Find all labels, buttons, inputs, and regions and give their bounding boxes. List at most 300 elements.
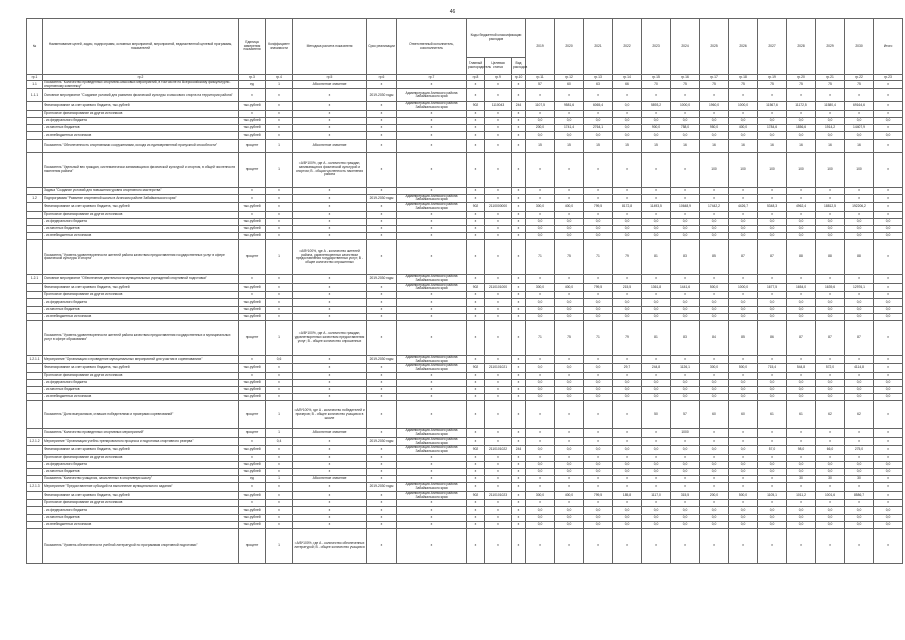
row-term: х (367, 233, 397, 240)
row-expense-type: х (512, 500, 526, 507)
row-value-cell: 0,0 (758, 218, 787, 225)
row-responsible: х (397, 387, 467, 394)
row-value-cell: 0,0 (787, 132, 816, 139)
column-number: гр.15 (642, 75, 671, 81)
row-value-cell: х (642, 476, 671, 483)
column-number: гр.4 (266, 75, 293, 81)
row-responsible: х (397, 218, 467, 225)
row-target-article: х (485, 118, 512, 125)
row-name: Показатель "Количество учащихся, зачисленных в спортивную школу" (43, 476, 239, 483)
row-value-cell: х (816, 500, 845, 507)
row-kbk: х (467, 387, 485, 394)
row-value-cell: х (874, 283, 903, 291)
row-number (27, 125, 43, 132)
row-coefficient: х (266, 211, 293, 218)
row-number: 1.2.1.3 (27, 483, 43, 491)
row-value-cell: х (584, 429, 613, 437)
row-value-cell: х (845, 500, 874, 507)
row-kbk: х (467, 528, 485, 563)
row-value-cell: 0,0 (845, 313, 874, 320)
row-value-cell: 400,0 (729, 125, 758, 132)
row-value-cell: 12976,1 (845, 283, 874, 291)
table-row (27, 187, 903, 194)
row-unit: тыс.рублей (239, 446, 266, 454)
row-value-cell: 0,0 (584, 461, 613, 468)
row-value-cell: 0,0 (729, 507, 758, 514)
row-responsible: х (397, 521, 467, 528)
row-value-cell: х (700, 275, 729, 283)
row-value-cell: 71 (526, 320, 555, 355)
row-value-cell: х (526, 292, 555, 299)
row-value-cell: 0,0 (729, 118, 758, 125)
row-value-cell: 500,0 (729, 364, 758, 372)
row-expense-type: х (512, 187, 526, 194)
row-value-cell: х (526, 355, 555, 363)
row-value-cell: 11567,6 (758, 102, 787, 110)
column-number: гр.16 (671, 75, 700, 81)
row-value-cell: 0,0 (700, 299, 729, 306)
row-value-cell: 0,0 (584, 387, 613, 394)
row-value-cell: 0,0 (816, 507, 845, 514)
header-term: Срок реализации (367, 19, 397, 75)
row-value-cell: 0,0 (787, 225, 816, 232)
row-term: х (367, 469, 397, 476)
row-value-cell: х (555, 483, 584, 491)
row-expense-type: х (512, 211, 526, 218)
row-value-cell: х (700, 110, 729, 117)
row-term: 2019-2030 годы (367, 89, 397, 102)
row-value-cell: х (613, 187, 642, 194)
row-target-article: х (485, 483, 512, 491)
row-value-cell: х (700, 187, 729, 194)
row-term: х (367, 313, 397, 320)
row-value-cell: х (845, 454, 874, 461)
row-name: - из федерального бюджета (43, 507, 239, 514)
row-value-cell: 0,0 (700, 233, 729, 240)
row-method: =А/В*100%, где А - количество граждан, занимающихся физической культурой и спортом; В - общая численность населения района (293, 152, 367, 187)
row-method: х (293, 218, 367, 225)
row-method: х (293, 437, 367, 445)
row-term: х (367, 364, 397, 372)
row-expense-type: х (512, 139, 526, 152)
row-value-cell: 0,0 (845, 306, 874, 313)
row-value-cell: 79 (613, 320, 642, 355)
row-value-cell: 0,0 (555, 299, 584, 306)
row-value-cell: 0,0 (845, 514, 874, 521)
row-value-cell: 0,0 (642, 233, 671, 240)
table-row (27, 507, 903, 514)
row-value-cell: 100 (729, 152, 758, 187)
row-term: х (367, 521, 397, 528)
row-value-cell: 0,0 (613, 514, 642, 521)
row-coefficient: х (266, 110, 293, 117)
row-unit: тыс.рублей (239, 102, 266, 110)
row-value-cell: х (787, 429, 816, 437)
row-value-cell: х (555, 437, 584, 445)
row-value-cell: х (845, 437, 874, 445)
row-value-cell: 98,0 (787, 446, 816, 454)
row-value-cell: х (700, 476, 729, 483)
row-value-cell: х (816, 194, 845, 202)
row-value-cell: х (642, 372, 671, 379)
row-unit: х (239, 454, 266, 461)
row-value-cell: 0,0 (816, 387, 845, 394)
row-value-cell: 0,0 (845, 521, 874, 528)
row-value-cell: 0,0 (584, 514, 613, 521)
row-responsible: х (397, 401, 467, 429)
row-value-cell: х (845, 110, 874, 117)
row-kbk: х (467, 461, 485, 468)
row-method: х (293, 118, 367, 125)
row-unit: процент (239, 139, 266, 152)
row-expense-type: х (512, 240, 526, 275)
row-name: Основное мероприятие "Обеспечение деятельности муниципальных учреждений спортивной подготовки" (43, 275, 239, 283)
row-value-cell: 1441,6 (671, 283, 700, 291)
row-unit: тыс.рублей (239, 364, 266, 372)
row-name: - из внебюджетных источников (43, 132, 239, 139)
row-target-article: х (485, 299, 512, 306)
row-unit: тыс.рублей (239, 225, 266, 232)
row-target-article: х (485, 401, 512, 429)
row-value-cell: 0,0 (845, 218, 874, 225)
row-value-cell: х (874, 355, 903, 363)
row-value-cell: 0,0 (758, 521, 787, 528)
row-value-cell: 1107,5 (526, 102, 555, 110)
row-value-cell: 0,0 (874, 225, 903, 232)
row-value-cell: х (874, 194, 903, 202)
row-target-article: х (485, 187, 512, 194)
row-term: х (367, 446, 397, 454)
row-unit: х (239, 292, 266, 299)
row-value-cell: 0,0 (671, 507, 700, 514)
header-budget-codes: Коды бюджетной классификации расходов (467, 19, 526, 58)
row-value-cell: 0,0 (816, 514, 845, 521)
row-value-cell: 192206,2 (845, 203, 874, 211)
row-value-cell: х (729, 89, 758, 102)
row-value-cell: 85 (729, 320, 758, 355)
row-value-cell: 0,0 (584, 132, 613, 139)
row-value-cell: 0,0 (613, 233, 642, 240)
row-value-cell: 0,0 (526, 469, 555, 476)
row-method: х (293, 507, 367, 514)
table-row (27, 152, 903, 187)
column-number: гр.18 (729, 75, 758, 81)
row-value-cell: 0,0 (671, 446, 700, 454)
row-value-cell: х (700, 500, 729, 507)
row-value-cell: 0,0 (816, 469, 845, 476)
row-value-cell: х (787, 110, 816, 117)
row-unit: тыс.рублей (239, 521, 266, 528)
program-table (26, 18, 903, 564)
row-method: х (293, 500, 367, 507)
row-value-cell: 0,0 (555, 521, 584, 528)
row-expense-type: х (512, 110, 526, 117)
row-unit: тыс.рублей (239, 233, 266, 240)
row-target-article: 2110101023 (485, 491, 512, 499)
row-target-article: х (485, 292, 512, 299)
row-value-cell: х (526, 211, 555, 218)
row-expense-type: х (512, 476, 526, 483)
row-unit: тыс.рублей (239, 299, 266, 306)
row-value-cell: х (874, 139, 903, 152)
row-target-article: х (485, 110, 512, 117)
row-coefficient: х (266, 194, 293, 202)
row-method: х (293, 313, 367, 320)
row-number (27, 521, 43, 528)
column-number: гр.21 (816, 75, 845, 81)
row-value-cell: х (671, 476, 700, 483)
table-row (27, 446, 903, 454)
row-value-cell: 16 (700, 139, 729, 152)
row-name: - из федерального бюджета (43, 118, 239, 125)
row-value-cell: х (729, 275, 758, 283)
row-value-cell: х (874, 125, 903, 132)
row-number (27, 299, 43, 306)
row-responsible: х (397, 469, 467, 476)
row-term: х (367, 514, 397, 521)
row-kbk: х (467, 225, 485, 232)
row-value-cell: х (845, 528, 874, 563)
row-value-cell: х (584, 437, 613, 445)
row-kbk: х (467, 233, 485, 240)
row-value-cell: 0,0 (845, 225, 874, 232)
table-row (27, 454, 903, 461)
row-value-cell: х (526, 429, 555, 437)
row-value-cell: 0,0 (613, 469, 642, 476)
row-coefficient: 1 (266, 81, 293, 89)
row-value-cell: х (613, 275, 642, 283)
column-number: гр.5 (293, 75, 367, 81)
row-value-cell: 61 (758, 401, 787, 429)
row-value-cell: 71 (584, 320, 613, 355)
row-value-cell: 0,0 (555, 132, 584, 139)
row-term: х (367, 306, 397, 313)
row-coefficient: х (266, 132, 293, 139)
row-value-cell: 0,0 (700, 446, 729, 454)
row-value-cell: 0,0 (874, 469, 903, 476)
row-coefficient: х (266, 283, 293, 291)
row-value-cell: х (845, 292, 874, 299)
row-value-cell: 15 (642, 139, 671, 152)
row-term: х (367, 461, 397, 468)
column-number: гр.13 (584, 75, 613, 81)
row-value-cell: 215,5 (613, 283, 642, 291)
row-value-cell: х (671, 372, 700, 379)
header-year-2029: 2029 (816, 19, 845, 75)
row-value-cell: 0,0 (816, 394, 845, 401)
row-value-cell: 0,0 (526, 461, 555, 468)
row-value-cell: х (642, 194, 671, 202)
table-row (27, 469, 903, 476)
row-responsible: Администрация Агинского района Забайкальского края (397, 275, 467, 283)
row-method: х (293, 491, 367, 499)
row-value-cell: 244,8 (642, 364, 671, 372)
row-number (27, 528, 43, 563)
row-responsible: Администрация Агинского района Забайкальского края (397, 483, 467, 491)
row-value-cell: х (845, 275, 874, 283)
row-value-cell: х (555, 429, 584, 437)
row-term: 2019-2030 годы (367, 355, 397, 363)
row-value-cell: 16 (816, 139, 845, 152)
row-value-cell: х (874, 491, 903, 499)
row-value-cell: х (874, 476, 903, 483)
table-row (27, 275, 903, 283)
row-value-cell: 0,0 (613, 306, 642, 313)
row-value-cell: 0,0 (671, 306, 700, 313)
row-name: - из федерального бюджета (43, 218, 239, 225)
row-value-cell: 75 (758, 81, 787, 89)
row-target-article: х (485, 454, 512, 461)
table-row (27, 240, 903, 275)
column-number: гр.6 (367, 75, 397, 81)
row-value-cell: 0,0 (555, 118, 584, 125)
row-value-cell: 14407,9 (845, 125, 874, 132)
row-coefficient: х (266, 313, 293, 320)
row-expense-type: х (512, 218, 526, 225)
row-number (27, 110, 43, 117)
row-name: Показатель "Обеспеченность спортивными сооружениями, исходя из единовременной пропускной способности" (43, 139, 239, 152)
table-row (27, 194, 903, 202)
row-value-cell: х (584, 292, 613, 299)
row-value-cell: х (758, 429, 787, 437)
row-value-cell: 0,0 (700, 379, 729, 386)
row-method: х (293, 379, 367, 386)
row-value-cell: 500,0 (729, 491, 758, 499)
row-unit: тыс.рублей (239, 306, 266, 313)
row-expense-type: х (512, 437, 526, 445)
row-value-cell: х (787, 528, 816, 563)
row-expense-type: х (512, 194, 526, 202)
row-unit: ед (239, 476, 266, 483)
row-value-cell: х (874, 187, 903, 194)
row-responsible: Администрация Агинского района Забайкальского края (397, 364, 467, 372)
row-value-cell: х (642, 292, 671, 299)
row-value-cell: 71 (584, 240, 613, 275)
column-number: гр.11 (526, 75, 555, 81)
row-value-cell: х (526, 401, 555, 429)
row-value-cell: х (671, 275, 700, 283)
row-value-cell: х (787, 187, 816, 194)
row-number: 1.2.1.2 (27, 437, 43, 445)
row-value-cell: 0,0 (816, 132, 845, 139)
row-value-cell: 0,0 (526, 507, 555, 514)
table-row (27, 218, 903, 225)
row-kbk: х (467, 454, 485, 461)
row-value-cell: 100 (816, 152, 845, 187)
row-value-cell: 715,4 (758, 364, 787, 372)
row-value-cell: х (613, 401, 642, 429)
row-expense-type: х (512, 152, 526, 187)
row-target-article: х (485, 139, 512, 152)
row-unit: процент (239, 320, 266, 355)
table-row (27, 233, 903, 240)
row-kbk: х (467, 81, 485, 89)
row-value-cell: х (700, 194, 729, 202)
table-row (27, 372, 903, 379)
row-value-cell: 0,0 (613, 218, 642, 225)
row-kbk: 902 (467, 283, 485, 291)
row-expense-type: х (512, 521, 526, 528)
row-responsible: х (397, 454, 467, 461)
row-target-article: х (485, 514, 512, 521)
row-coefficient: х (266, 514, 293, 521)
row-value-cell: 0,0 (787, 299, 816, 306)
row-value-cell: 16 (787, 139, 816, 152)
row-value-cell: х (700, 483, 729, 491)
row-kbk: х (467, 240, 485, 275)
row-value-cell: 0,0 (729, 387, 758, 394)
row-term: х (367, 81, 397, 89)
row-method: х (293, 372, 367, 379)
row-value-cell: 0,0 (526, 306, 555, 313)
table-row (27, 491, 903, 499)
row-value-cell: 0,0 (874, 132, 903, 139)
row-responsible: Администрация Агинского района Забайкальского края (397, 89, 467, 102)
header-no: № (27, 19, 43, 75)
row-unit: х (239, 275, 266, 283)
row-value-cell: х (729, 292, 758, 299)
row-coefficient: х (266, 446, 293, 454)
row-value-cell: х (758, 110, 787, 117)
row-number: 1.1.1 (27, 89, 43, 102)
row-value-cell: х (584, 355, 613, 363)
row-responsible: х (397, 514, 467, 521)
table-row (27, 437, 903, 445)
row-value-cell: 0,0 (787, 233, 816, 240)
row-value-cell: х (613, 476, 642, 483)
row-kbk: х (467, 275, 485, 283)
row-kbk: х (467, 125, 485, 132)
table-row (27, 514, 903, 521)
row-expense-type: х (512, 89, 526, 102)
row-value-cell: 0,0 (816, 379, 845, 386)
row-method: х (293, 203, 367, 211)
row-target-article: х (485, 521, 512, 528)
row-number (27, 240, 43, 275)
row-value-cell: 0,0 (758, 233, 787, 240)
header-year-2027: 2027 (758, 19, 787, 75)
row-value-cell: 0,0 (526, 218, 555, 225)
row-value-cell: х (700, 372, 729, 379)
row-value-cell: 0,0 (787, 394, 816, 401)
row-value-cell: 1914,2 (816, 125, 845, 132)
row-value-cell: х (816, 292, 845, 299)
row-value-cell: х (758, 500, 787, 507)
row-coefficient: х (266, 275, 293, 283)
row-target-article: х (485, 275, 512, 283)
row-value-cell: 0,0 (874, 379, 903, 386)
row-target-article: х (485, 437, 512, 445)
row-name: - из внебюджетных источников (43, 233, 239, 240)
table-row (27, 379, 903, 386)
row-target-article: х (485, 194, 512, 202)
column-number: гр.22 (845, 75, 874, 81)
row-value-cell: 87 (787, 320, 816, 355)
row-coefficient: х (266, 454, 293, 461)
row-term: х (367, 372, 397, 379)
row-value-cell: х (613, 454, 642, 461)
row-value-cell: х (584, 89, 613, 102)
row-value-cell: 1001,6 (816, 491, 845, 499)
row-responsible: Администрация Агинского района Забайкальского края (397, 283, 467, 291)
row-value-cell: 1105,1 (758, 491, 787, 499)
row-method: х (293, 514, 367, 521)
row-name: Финансирование за счет краевого бюджета, тыс.рублей (43, 102, 239, 110)
row-unit: тыс.рублей (239, 461, 266, 468)
row-value-cell: х (729, 500, 758, 507)
row-value-cell: 1960,0 (700, 102, 729, 110)
row-number (27, 320, 43, 355)
